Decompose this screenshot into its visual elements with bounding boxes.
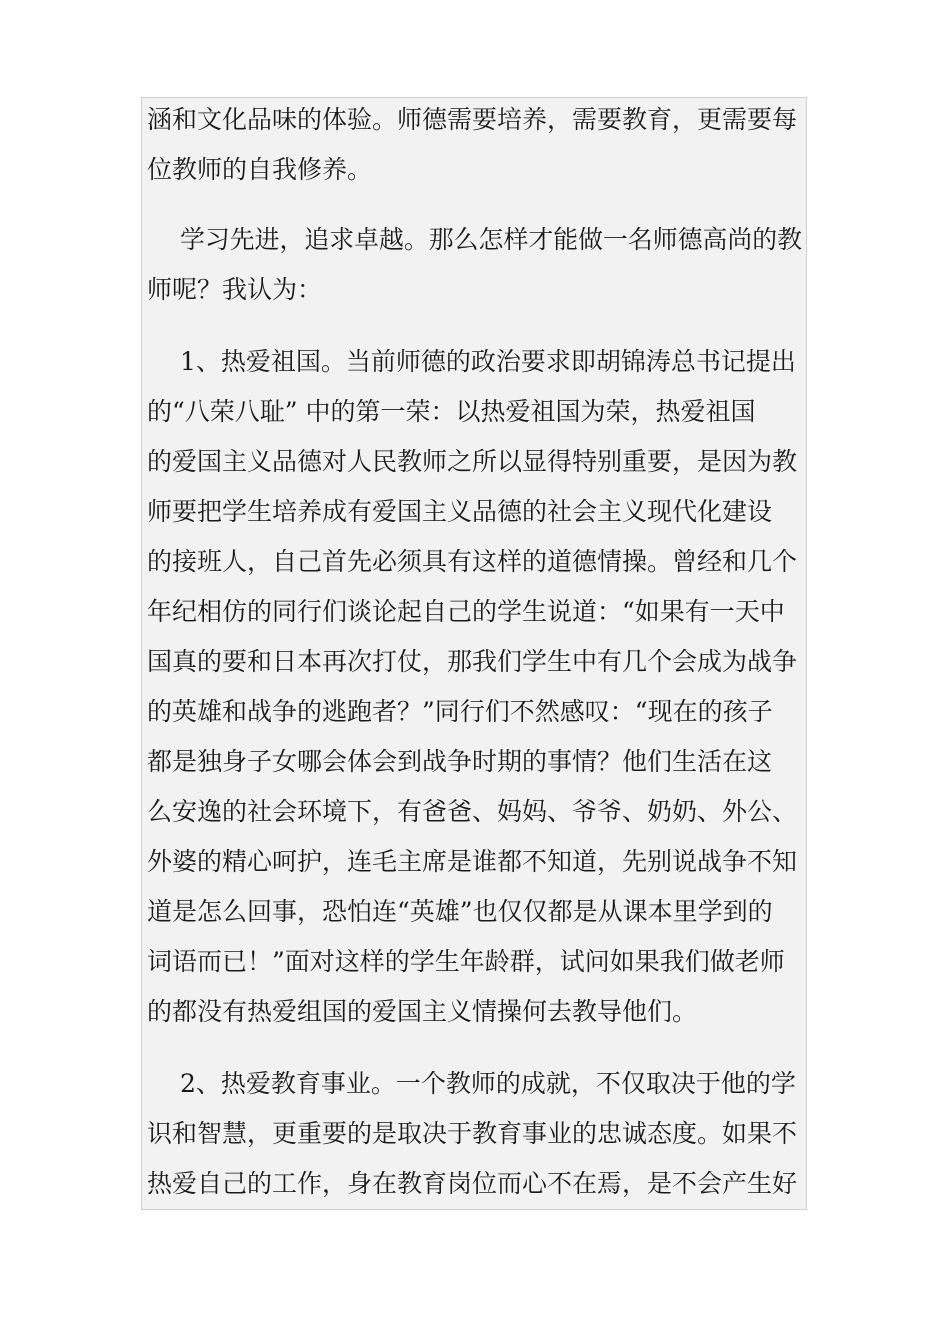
text-line: 师要把学生培养成有爱国主义品德的社会主义现代化建设: [147, 497, 773, 526]
text-line: 的“八荣八耻” 中的第一荣：以热爱祖国为荣，热爱祖国: [147, 397, 756, 426]
text-line: 师呢？我认为：: [147, 275, 323, 304]
text-line: 词语而已！”面对这样的学生年龄群，试问如果我们做老师: [147, 947, 785, 976]
text-line: 外婆的精心呵护，连毛主席是谁都不知道，先别说战争不知: [147, 847, 798, 876]
text-line: 都是独身子女哪会体会到战争时期的事情？他们生活在这: [147, 747, 773, 776]
text-line: 识和智慧，更重要的是取决于教育事业的忠诚态度。如果不: [147, 1119, 798, 1148]
text-line: 学习先进，追求卓越。那么怎样才能做一名师德高尚的教: [180, 225, 803, 254]
text-line: 的都没有热爱组国的爱国主义情操何去教导他们。: [147, 997, 698, 1026]
text-line: 的接班人，自己首先必须具有这样的道德情操。曾经和几个: [147, 547, 798, 576]
text-line: 1、热爱祖国。当前师德的政治要求即胡锦涛总书记提出: [180, 347, 796, 376]
text-line: 涵和文化品味的体验。师德需要培养，需要教育，更需要每: [147, 105, 798, 134]
text-line: 国真的要和日本再次打仗，那我们学生中有几个会成为战争: [147, 647, 798, 676]
text-line: 2、热爱教育事业。一个教师的成就，不仅取决于他的学: [180, 1069, 796, 1098]
text-line: 位教师的自我修养。: [147, 155, 373, 184]
text-line: 的英雄和战争的逃跑者？”同行们不然感叹：“现在的孩子: [147, 697, 773, 726]
text-line: 的爱国主义品德对人民教师之所以显得特别重要，是因为教: [147, 447, 798, 476]
text-line: 么安逸的社会环境下，有爸爸、妈妈、爷爷、奶奶、外公、: [147, 797, 798, 826]
text-line: 道是怎么回事，恐怕连“英雄”也仅仅都是从课本里学到的: [147, 897, 773, 926]
text-line: 热爱自己的工作，身在教育岗位而心不在焉，是不会产生好: [147, 1169, 798, 1198]
document-text-box: [141, 97, 807, 1210]
text-line: 年纪相仿的同行们谈论起自己的学生说道：“如果有一天中: [147, 597, 785, 626]
